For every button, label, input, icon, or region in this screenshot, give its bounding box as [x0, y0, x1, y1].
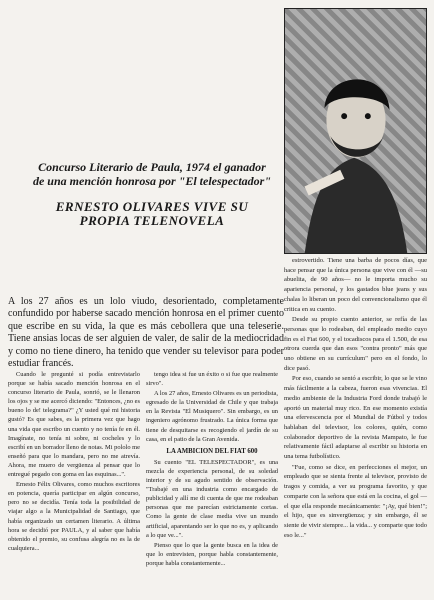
body-column-1 — [8, 370, 140, 554]
body-paragraph: Su cuento "EL TELESPECTADOR", es una mezcla de experiencia personal, de su soledad interior y de su agudo sentido de observación. "Trabajé en una industria como encargado de publicidad y allí me di cuenta de que me rodeaban personas que me parecían estrictamente cortas. Como la gente de clase media vive un mundo artificial, aparentando ser lo que no es, y aplicando a lo que ve...". — [146, 458, 278, 539]
right-paragraph: Desde su propio cuento anterior, se refía de las personas que lo rodeaban, del empleado medio cuyo fin es el Fiat 600, y el tocadiscos para el 1.500, de esa otrora cuerda que dan esos "contra pronto" más que uno obtiene en su currículum" pero en el fondo, lo dice pasó. — [284, 316, 427, 372]
body-column-2 — [146, 370, 278, 569]
headline-kicker: Concurso Literario de Paula, 1974 el ganador de una mención honrosa por "El telespectador" — [32, 160, 271, 188]
right-column — [284, 256, 427, 541]
portrait-photo — [284, 8, 427, 254]
lead-paragraph: A los 27 años es un lolo viudo, desorientado, completamente confundido por haberse sacado mención honrosa en el primer cuento que escribe en su vida, la que es más cebollera que una teleserie. Tiene ansias locas de ser alguien de valer, de salir de la mediocridad y como no tiene dinero, ha tenido que vender su televisor para poder estudiar francés. — [8, 296, 284, 370]
section-subhead: LA AMBICION DEL FIAT 600 — [166, 447, 258, 455]
body-paragraph: A los 27 años, Ernesto Olivares es un periodista, egresado de la Universidad de Chile y que trabaja en la Revista "El Musiquero". Sin embargo, es un ingeniero agrónomo frustrado. La única forma que tiene de desquitarse es recogiendo el jardín de su casa, en el patio de la Gran Avenida. — [146, 390, 278, 443]
headline-title: ERNESTO OLIVARES VIVE SU PROPIA TELENOVELA — [55, 199, 249, 228]
body-paragraph: Cuando le pregunté si podía entrevistarlo porque se había sacado mención honrosa en el concurso literario de Paula, sonrió, se le llenaron los ojos y se me acercó diciendo: "Entonces, ¿no es bueno lo de! telegrama?" ¿Y usted qué mi historia gustó? Es que sabes, es la primera vez que hago una vida que escribo un cuento y no tenía fe en él. Imagínate, no tenía ni sobre, ni cocheles y lo escribí en un borrador lleno de notas. Mi pololo me enseñó para que lo mandara, pero no me atrevía. Ahora, me muero de vergüenza al pensar que lo entregué pegado con goma en las esquinas...". — [8, 371, 140, 479]
right-paragraph: "Fue, como se dice, en perfecciones el mejor, un empleado que se sienta frente al televisor, provisto de tragos y comida, a ver su programa favorito, y que comparte con la señora que está en la cocina, el gol —el que ella responde mecánicamente: "¡Ay, qué bien!"; el hijo, que es sinvergüenza; y sin embargo, él se siente de vivir siempre... la vida... y comparte que todo eso le..." — [284, 463, 427, 539]
body-paragraph: Ernesto Félix Olivares, como muchos escritores en potencia, quería participar en algún concurso, pero no se decidía. Tenía toda la posibilidad de viajar algo a la Municipalidad de Santiago, que había organizado un certamen literario. A última hora se decidió por PAULA, y al saber que había obtenido el premio, su confusa alegría no es la de cualquiera... — [8, 481, 140, 552]
body-paragraph: Pienso que lo que la gente busca en la idea de que lo entrevisten, porque habla constantemente, porque habla constantemente... — [146, 541, 278, 567]
right-paragraph: estrovertido. Tiene una barba de pocos días, que hace pensar que la única persona que vive con él —su abuelita, de 90 años— no le importa mucho su apariencia personal, y los gastados blue jeans y sus chalas lo liberan un poco del convencionalismo que él critica en su cuento. — [284, 257, 427, 313]
portrait-illustration — [285, 9, 426, 253]
right-paragraph: Por eso, cuando se sentó a escribir, lo que se le vino más fácilmente a la cabeza, fueron esas vivencias. El medio ambiente de la Industria Ford donde trabajó le aportó un material muy rico. En ese momento existía una efervescencia por el Mundial de Fútbol y todos hablaban del televisor, los colores, quién, como colaborador deportivo de la revista Mampato, le fue relativamente fácil adaptarse al escribir su historia en una tema futbolístico. — [284, 375, 427, 461]
body-paragraph: tengo idea si fue un éxito o si fue que realmente sirvo". — [146, 371, 278, 388]
